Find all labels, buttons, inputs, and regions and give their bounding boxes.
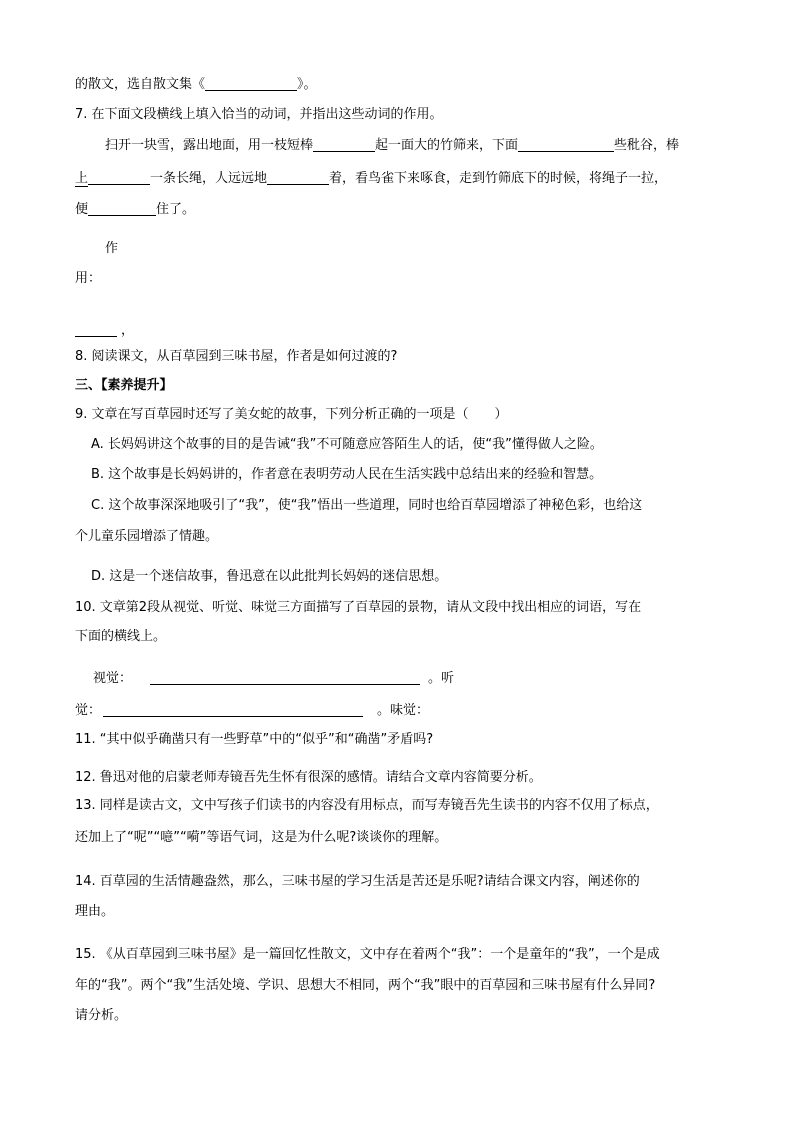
q7-yong: 用： [75, 271, 102, 286]
q7-text: 住了。 [156, 202, 196, 217]
q7-blank-1[interactable] [313, 137, 375, 152]
q7-text: 起一面大的竹筛来，下面 [375, 138, 519, 153]
q7-passage-line-2 [75, 170, 667, 188]
q15-line-1: 15. 《从百草园到三味书屋》是一篇回忆性散文，文中存在着两个“我”：一个是童年的“我”，一个是成 [75, 947, 660, 962]
q7-blank-2[interactable] [518, 137, 614, 152]
q10-tingjue-blank[interactable] [103, 702, 363, 717]
q9-option-b[interactable]: B. 这个故事是长妈妈讲的，作者意在表明劳动人民在生活实践中总结出来的经验和智慧。 [91, 467, 603, 482]
q7-text: 扫开一块雪，露出地面，用一枝短棒 [105, 138, 314, 153]
q11: 11. “其中似乎确凿只有一些野草”中的“似乎”和“确凿”矛盾吗? [75, 732, 434, 747]
q8: 8. 阅读课文，从百草园到三味书屋，作者是如何过渡的? [75, 349, 398, 364]
q6-tail-text: 的散文，选自散文集《 [75, 77, 206, 92]
q10-shijue-line [93, 670, 454, 688]
q6-blank[interactable] [205, 76, 297, 91]
q10-weijue-label: 。味觉： [377, 703, 430, 718]
q7-passage-line-3 [75, 201, 195, 219]
q7-blank-5[interactable] [88, 201, 156, 216]
q7-text: 一条长绳，人远远地 [150, 171, 268, 186]
q13-line-2: 还加上了“呢”“噫”“嗬”等语气词，这是为什么呢?谈谈你的理解。 [75, 830, 448, 845]
q7-blank-4[interactable] [267, 170, 329, 185]
q9-option-c-cont: 个儿童乐园增添了情趣。 [75, 529, 219, 544]
q12: 12. 鲁迅对他的启蒙老师寿镜吾先生怀有很深的感情。请结合文章内容简要分析。 [75, 770, 542, 785]
q15-line-3: 请分析。 [75, 1008, 128, 1023]
q7-passage-line-1 [105, 137, 679, 155]
q10-line-1: 10. 文章第2段从视觉、听觉、味觉三方面描写了百草园的景物，请从文段中找出相应的词语，写在 [75, 600, 642, 615]
q14-line-1: 14. 百草园的生活情趣盎然，那么，三味书屋的学习生活是苦还是乐呢?请结合课文内容，阐述你的 [75, 874, 640, 889]
q7-text: 些秕谷，棒 [614, 138, 680, 153]
q9-option-a[interactable]: A. 长妈妈讲这个故事的目的是告诫“我”不可随意应答陌生人的话，使“我”懂得做人之险。 [91, 437, 603, 452]
q7-zuo: 作 [105, 241, 119, 256]
q10-shijue-label: 视觉： [93, 671, 133, 686]
q15-line-2: 年的“我”。两个“我”生活处境、学识、思想大不相同，两个“我”眼中的百草园和三味书屋有什么异同? [75, 978, 656, 993]
q7-text: 上 [75, 171, 89, 186]
q7-blank-3[interactable] [88, 170, 150, 185]
q7-stem: 7. 在下面文段横线上填入恰当的动词，并指出这些动词的作用。 [75, 107, 443, 122]
q7-end-mark: ， [121, 323, 135, 338]
q7-answer-blank[interactable] [75, 322, 117, 337]
q9-option-d[interactable]: D. 这是一个迷信故事，鲁迅意在以此批判长妈妈的迷信思想。 [91, 569, 448, 584]
q7-text: 便 [75, 202, 89, 217]
q10-line-2: 下面的横线上。 [75, 629, 167, 644]
q14-line-2: 理由。 [75, 904, 115, 919]
section-3-heading: 三、【素养提升】 [75, 378, 173, 393]
q10-tingjue-line [75, 702, 429, 720]
q10-ting-label: 。听 [428, 671, 455, 686]
q10-shijue-blank[interactable] [150, 670, 420, 685]
q7-answer-line [75, 322, 134, 340]
q10-jue-label: 觉： [75, 703, 102, 718]
q6-tail-end: 》。 [297, 77, 317, 92]
q9-stem: 9. 文章在写百草园时还写了美女蛇的故事，下列分析正确的一项是（ ） [75, 407, 508, 422]
q13-line-1: 13. 同样是读古文，文中写孩子们读书的内容没有用标点，而写寿镜吾先生读书的内容不仅用了标点， [75, 798, 659, 813]
q7-text: 着，看鸟雀下来啄食，走到竹筛底下的时候，将绳子一拉， [329, 171, 668, 186]
q6-tail-line [75, 76, 317, 94]
q9-option-c[interactable]: C. 这个故事深深地吸引了“我”，使“我”悟出一些道理，同时也给百草园增添了神秘色彩，也给这 [91, 498, 643, 513]
